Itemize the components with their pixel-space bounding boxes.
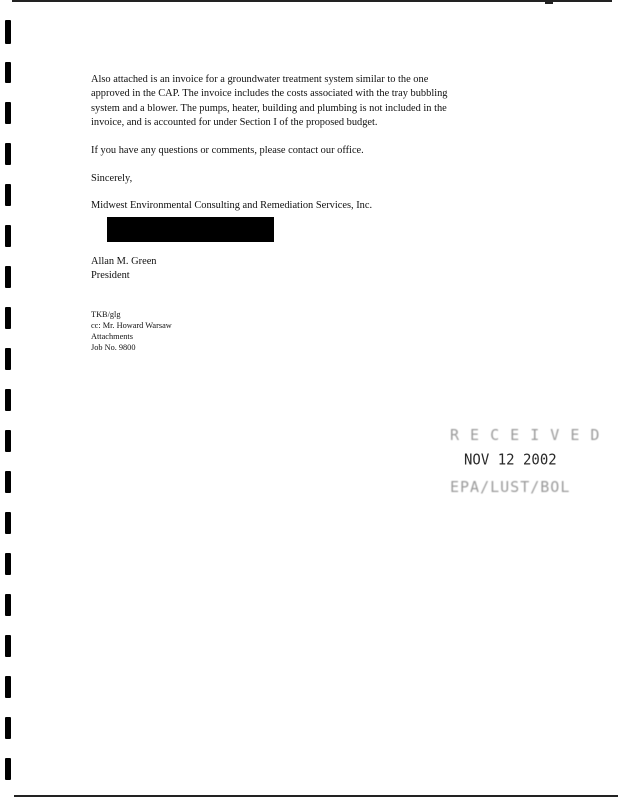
signer-title: President bbox=[91, 270, 130, 281]
binder-hole bbox=[5, 307, 11, 329]
binder-hole bbox=[5, 143, 11, 165]
paragraph-line: invoice, and is accounted for under Section I of the proposed budget. bbox=[91, 116, 378, 128]
redacted-signature bbox=[107, 217, 274, 242]
binder-hole bbox=[5, 594, 11, 616]
binder-hole bbox=[5, 758, 11, 780]
invoice-paragraph bbox=[91, 73, 531, 130]
binder-hole bbox=[5, 553, 11, 575]
paragraph-line: system and a blower. The pumps, heater, building and plumbing is not included in the bbox=[91, 102, 447, 114]
binder-hole bbox=[5, 676, 11, 698]
binder-hole bbox=[5, 635, 11, 657]
paragraph-line: Also attached is an invoice for a groundwater treatment system similar to the one bbox=[91, 74, 429, 85]
stamp-bottom-text: EPA/LUST/BOL bbox=[450, 478, 571, 496]
top-edge-line bbox=[12, 0, 612, 2]
binder-hole bbox=[5, 471, 11, 493]
binder-hole bbox=[5, 266, 11, 288]
contact-paragraph: If you have any questions or comments, please contact our office. bbox=[91, 145, 364, 156]
bottom-edge-line bbox=[14, 795, 618, 797]
closing: Sincerely, bbox=[91, 173, 133, 184]
binder-hole bbox=[5, 225, 11, 247]
binder-hole bbox=[5, 430, 11, 452]
binder-hole bbox=[5, 62, 11, 83]
top-edge-mark bbox=[545, 0, 553, 4]
binder-hole bbox=[5, 389, 11, 411]
binder-hole bbox=[5, 102, 11, 124]
stamp-top-text: R E C E I V E D bbox=[450, 426, 601, 444]
signer-name: Allan M. Green bbox=[91, 256, 157, 267]
binder-hole bbox=[5, 20, 11, 44]
binder-hole bbox=[5, 512, 11, 534]
job-number: Job No. 9800 bbox=[91, 343, 136, 352]
letter-footer bbox=[91, 309, 172, 353]
binder-hole bbox=[5, 348, 11, 370]
binder-hole bbox=[5, 184, 11, 206]
attachments-line: Attachments bbox=[91, 332, 133, 341]
paragraph-line: approved in the CAP. The invoice includes the costs associated with the tray bubbling bbox=[91, 88, 448, 100]
received-stamp bbox=[448, 424, 601, 502]
cc-line: cc: Mr. Howard Warsaw bbox=[91, 321, 172, 330]
binder-hole bbox=[5, 717, 11, 739]
initials: TKB/glg bbox=[91, 310, 121, 319]
stamp-date: NOV 12 2002 bbox=[464, 451, 557, 469]
company-name: Midwest Environmental Consulting and Remediation Services, Inc. bbox=[91, 200, 373, 211]
